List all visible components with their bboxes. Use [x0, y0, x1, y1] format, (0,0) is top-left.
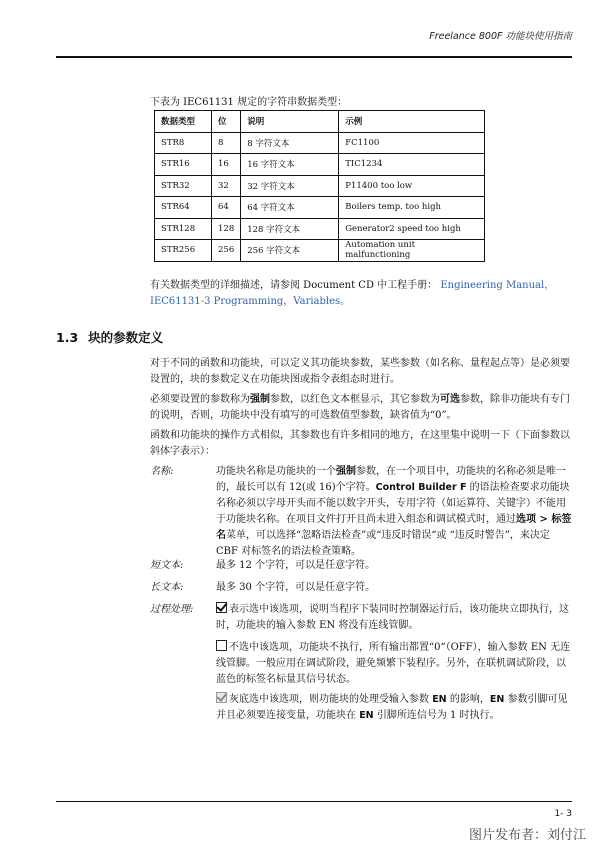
- iec-programming-link[interactable]: IEC61131-3 Programming，Variables。: [150, 296, 351, 307]
- cell-bits: 8: [212, 132, 241, 154]
- cell-example: TIC1234: [339, 154, 485, 176]
- header-title: Freelance 800F 功能块使用指南: [429, 31, 572, 42]
- def-process-grey: [216, 692, 572, 724]
- text-run: 引脚所连信号为 1 时执行。: [373, 710, 500, 721]
- cell-bits: 16: [212, 154, 241, 176]
- text-run: 参数，除非功能块有专门的说明，否则，功能块中没有填写的可选数值型参数，缺省值为“0”。: [150, 394, 570, 421]
- table-row: [155, 175, 485, 197]
- section-title: 块的参数定义: [88, 330, 164, 345]
- col-header-type: 数据类型: [155, 111, 212, 133]
- table-row: [155, 218, 485, 240]
- section-number: 1.3: [56, 330, 79, 345]
- col-header-example: 示例: [339, 111, 485, 133]
- page-number: 1- 3: [554, 809, 572, 819]
- cell-desc: 8 字符文本: [241, 132, 339, 154]
- header-rule: [56, 56, 572, 58]
- product-name: Control Builder F: [375, 482, 467, 493]
- optional-term: 可选: [440, 394, 460, 405]
- paragraph-common: 函数和功能块的操作方式相似，其参数也有许多相同的地方，在这里集中说明一下（下面参数以斜体字表示）：: [150, 430, 570, 457]
- col-header-bits: 位: [212, 111, 241, 133]
- term-process: 过程处理:: [150, 604, 194, 615]
- cell-example: P11400 too low: [339, 175, 485, 197]
- cell-type: STR32: [155, 175, 212, 197]
- cell-example: Boilers temp. too high: [339, 197, 485, 219]
- def-process-checked: [216, 602, 572, 634]
- cell-type: STR8: [155, 132, 212, 154]
- def-long-text: 最多 30 个字符，可以是任意字符。: [216, 582, 376, 593]
- text-run: 菜单，可以选择“忽略语法检查”或“违反时错误“或 “违反时警告”，来决定 CBF 对标签名的语法检查策略。: [216, 530, 550, 557]
- engineering-manual-link[interactable]: Engineering Manual，: [440, 280, 555, 291]
- table-row: [155, 197, 485, 219]
- menu-path: 选项 > 标签名: [216, 514, 572, 541]
- cell-desc: 16 字符文本: [241, 154, 339, 176]
- mandatory-term: 强制: [336, 466, 356, 477]
- paragraph-overview: 对于不同的函数和功能块，可以定义其功能块参数，某些参数（如名称、量程起点等）是必须要设置的，块的参数定义在功能块图或指令表组态时进行。: [150, 358, 570, 385]
- text-run: 参数，在一个项目中，功能块的名称必须是唯一的，最长可以有 12(或 16)个字符。: [216, 466, 566, 493]
- mandatory-term: 强制: [250, 394, 270, 405]
- cell-type: STR256: [155, 240, 212, 262]
- cell-bits: 64: [212, 197, 241, 219]
- term-short-text: 短文本:: [150, 560, 184, 571]
- reference-paragraph: [150, 278, 570, 310]
- term-long-text: 长文本:: [150, 582, 184, 593]
- col-header-desc: 说明: [241, 111, 339, 133]
- text-run: 功能块名称是功能块的一个: [216, 466, 336, 477]
- term-name: 名称:: [150, 466, 174, 477]
- table-row: [155, 154, 485, 176]
- watermark: 图片发布者：刘付江: [468, 828, 586, 843]
- text-run: 灰底选中该选项，则功能块的处理受输入参数: [229, 694, 433, 705]
- text-run: 的语法检查要求功能块名称必须以字母开头而不能以数字开头，专用字符（如运算符、关键字）不能用于功能块名称。在项目文件打开且尚未进入组态和调试模式时，通过: [216, 482, 570, 525]
- text-run: 的影响，: [446, 694, 490, 705]
- footer-rule: [56, 801, 572, 802]
- table-row: [155, 240, 485, 262]
- def-process-unchecked: [216, 640, 572, 688]
- grey-checked-checkbox-icon: [216, 692, 227, 703]
- paragraph-mandatory: [150, 392, 570, 424]
- table-header-row: [155, 111, 485, 133]
- cell-bits: 128: [212, 218, 241, 240]
- text-run: 不选中该选项，功能块不执行，所有输出都置“0“（OFF），输入参数 EN 无连线管脚。一般应用在调试阶段，避免频繁下装程序。另外，在联机调试阶段，以蓝色的标签名标量其信号状态。: [216, 642, 571, 685]
- en-param: EN: [489, 694, 505, 705]
- cell-example: Automation unit malfunctioning: [339, 240, 485, 262]
- cell-type: STR16: [155, 154, 212, 176]
- cell-bits: 256: [212, 240, 241, 262]
- cell-desc: 128 字符文本: [241, 218, 339, 240]
- table-row: [155, 132, 485, 154]
- en-param: EN: [359, 710, 374, 721]
- cell-example: Generator2 speed too high: [339, 218, 485, 240]
- cell-bits: 32: [212, 175, 241, 197]
- cell-desc: 256 字符文本: [241, 240, 339, 262]
- cell-example: FC1100: [339, 132, 485, 154]
- text-run: 参数引脚可见并且必须要连接变量，功能块在: [216, 694, 568, 721]
- string-type-table: [154, 110, 485, 262]
- cell-type: STR64: [155, 197, 212, 219]
- text-run: 必须要设置的参数称为: [150, 394, 250, 405]
- def-name: [216, 464, 572, 560]
- en-param: EN: [432, 694, 447, 705]
- text-run: 参数，以红色文本框显示，其它参数为: [270, 394, 440, 405]
- table-intro: 下表为 IEC61131 规定的字符串数据类型：: [150, 97, 348, 108]
- cell-desc: 32 字符文本: [241, 175, 339, 197]
- text-run: 表示选中该选项，说明当程序下装同时控制器运行后，该功能块立即执行，这时，功能块的输入参数 EN 将没有连线管脚。: [216, 604, 569, 631]
- reference-text: 有关数据类型的详细描述，请参阅 Document CD 中工程手册：: [150, 280, 438, 291]
- checked-checkbox-icon: [216, 602, 227, 613]
- cell-desc: 64 字符文本: [241, 197, 339, 219]
- cell-type: STR128: [155, 218, 212, 240]
- unchecked-checkbox-icon: [216, 640, 227, 651]
- def-short-text: 最多 12 个字符，可以是任意字符。: [216, 560, 376, 571]
- section-heading: [56, 328, 163, 346]
